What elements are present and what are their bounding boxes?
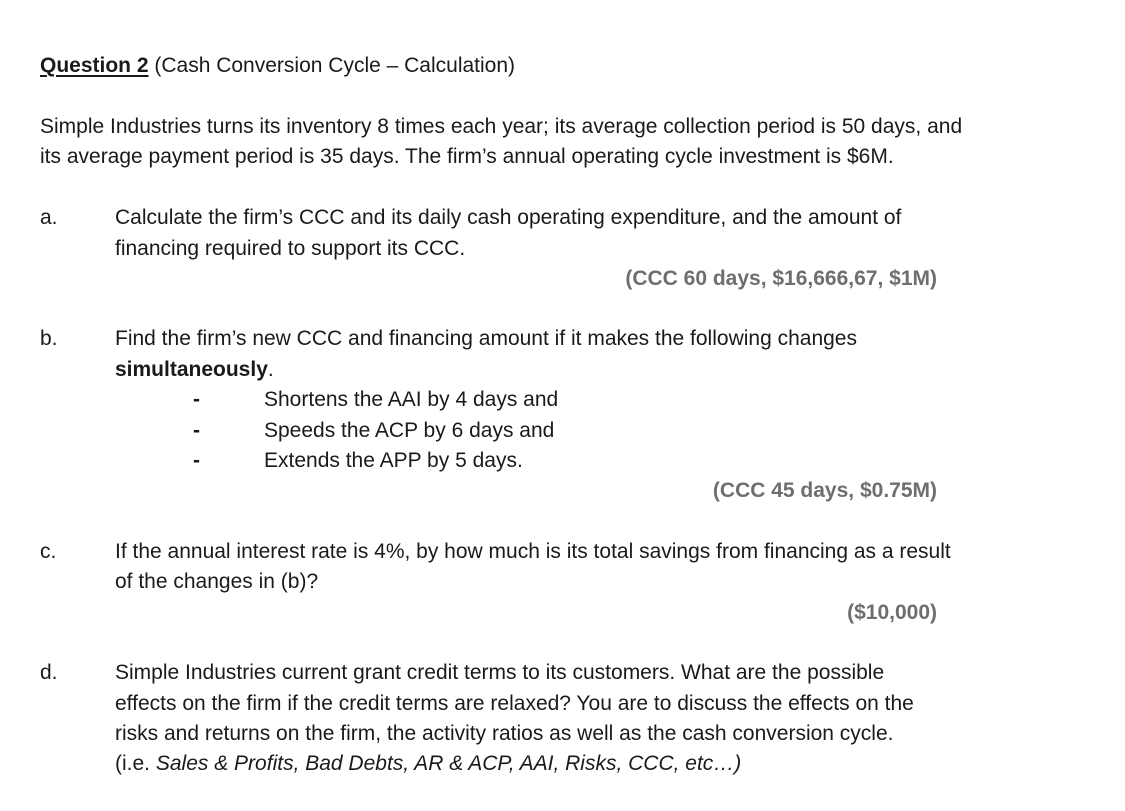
part-a-letter: a. — [40, 206, 58, 229]
intro-line-2: its average payment period is 35 days. The firm’s annual operating cycle investment is $6M. — [40, 145, 894, 168]
part-b-line-2 — [115, 355, 1015, 385]
part-d-line-1: Simple Industries current grant credit terms to its customers. What are the possible — [115, 661, 885, 684]
bullet-dash-2: - — [193, 419, 200, 442]
question-number: Question 2 — [40, 54, 149, 77]
question-topic: (Cash Conversion Cycle – Calculation) — [148, 54, 516, 77]
part-b-answer: (CCC 45 days, $0.75M) — [712, 479, 937, 502]
part-d-examples: Sales & Profits, Bad Debts, AR & ACP, AAI, Risks, CCC, etc…) — [155, 752, 742, 775]
bullet-text-1: Shortens the AAI by 4 days and — [264, 388, 559, 411]
part-b-line-2-end: . — [267, 358, 274, 381]
bullet-dash-1: - — [193, 388, 200, 411]
part-b-letter: b. — [40, 327, 58, 350]
part-c-line-2: of the changes in (b)? — [115, 570, 319, 593]
emphasis-simultaneously: simultaneously — [115, 358, 268, 381]
part-a-line-1: Calculate the firm’s CCC and its daily cash operating expenditure, and the amount of — [115, 206, 902, 229]
part-c-letter: c. — [40, 540, 57, 563]
part-d-line-3: risks and returns on the firm, the activity ratios as well as the cash conversion cycle. — [115, 722, 894, 745]
bullet-text-3: Extends the APP by 5 days. — [264, 449, 523, 472]
part-c-answer: ($10,000) — [847, 601, 937, 624]
part-d-line-4-start: (i.e. — [115, 752, 156, 775]
question-heading — [40, 51, 515, 81]
part-b-line-1: Find the firm’s new CCC and financing amount if it makes the following changes — [115, 327, 857, 350]
part-a-answer: (CCC 60 days, $16,666,67, $1M) — [625, 267, 937, 290]
bullet-dash-3: - — [193, 449, 200, 472]
intro-line-1: Simple Industries turns its inventory 8 times each year; its average collection period is 50 days, and — [40, 115, 963, 138]
part-d-letter: d. — [40, 661, 58, 684]
part-d-line-4 — [115, 749, 1015, 779]
part-a-line-2: financing required to support its CCC. — [115, 237, 466, 260]
bullet-text-2: Speeds the ACP by 6 days and — [264, 419, 555, 442]
part-d-line-2: effects on the firm if the credit terms are relaxed? You are to discuss the effects on the — [115, 692, 914, 715]
part-c-line-1: If the annual interest rate is 4%, by how much is its total savings from financing as a result — [115, 540, 951, 563]
